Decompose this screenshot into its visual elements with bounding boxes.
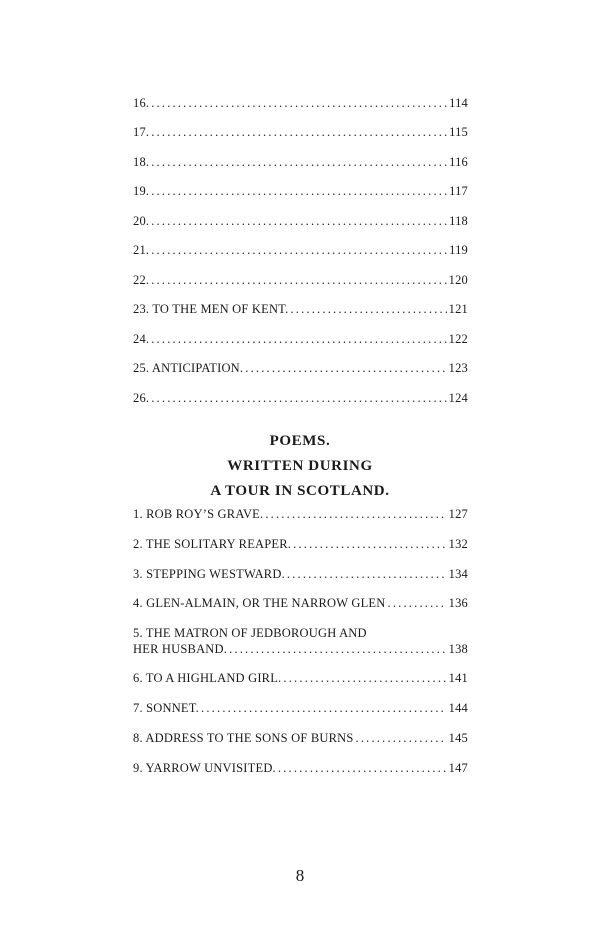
dot-leader <box>287 566 447 582</box>
section-heading-line1: POEMS. <box>269 433 331 449</box>
dot-leader <box>151 213 447 229</box>
toc-entry-title: 19. <box>133 184 150 198</box>
toc-entry-title: 7. SONNET. <box>133 701 200 715</box>
dot-leader <box>151 154 447 170</box>
dot-leader <box>356 730 447 746</box>
toc-entry <box>133 700 468 716</box>
toc-entry-page: 116 <box>449 155 468 169</box>
toc-entry-page: 114 <box>449 96 468 110</box>
toc-entry <box>133 390 468 406</box>
toc-entry <box>133 625 468 657</box>
toc-entry-page: 122 <box>448 332 468 346</box>
dot-leader <box>151 390 446 406</box>
toc-entry-title: 17. <box>133 125 150 139</box>
toc-entry-title: 3. STEPPING WESTWARD. <box>133 567 285 581</box>
toc-entry-title-line1: 5. THE MATRON OF JEDBOROUGH AND <box>133 626 367 640</box>
toc-entry-title: 20. <box>133 214 150 228</box>
dot-leader <box>290 301 446 317</box>
toc-entry-page: 134 <box>448 567 468 581</box>
dot-leader <box>151 242 447 258</box>
dot-leader <box>293 536 447 552</box>
toc-entry-page: 147 <box>448 761 468 775</box>
toc-entry <box>133 670 468 686</box>
toc-entry-page: 121 <box>448 302 468 316</box>
toc-entry <box>133 301 468 317</box>
dot-leader <box>278 760 447 776</box>
toc-entry <box>133 730 468 746</box>
toc-entry <box>133 183 468 199</box>
toc-entry <box>133 506 468 522</box>
toc-entry <box>133 242 468 258</box>
toc-entry-title: 9. YARROW UNVISITED. <box>133 761 276 775</box>
toc-entry-page: 119 <box>449 243 468 257</box>
toc-entry-title: 1. ROB ROY’S GRAVE. <box>133 507 264 521</box>
dot-leader <box>283 670 446 686</box>
section-heading-line2: WRITTEN DURING <box>227 458 373 474</box>
dot-leader <box>245 360 446 376</box>
toc-entry-page: 132 <box>448 537 468 551</box>
toc-entry-page: 115 <box>449 125 468 139</box>
toc-entry-page: 117 <box>449 184 468 198</box>
toc-entry-title: 18. <box>133 155 150 169</box>
dot-leader <box>201 700 447 716</box>
toc-entry-title: 23. TO THE MEN OF KENT. <box>133 302 289 316</box>
toc-entry-title: 6. TO A HIGHLAND GIRL. <box>133 671 282 685</box>
dot-leader <box>151 124 447 140</box>
toc-entry-title: HER HUSBAND. <box>133 642 228 656</box>
toc-entry <box>133 760 468 776</box>
toc-entry-page: 120 <box>448 273 468 287</box>
toc-entry <box>133 536 468 552</box>
toc-entry <box>133 331 468 347</box>
section-heading-line3: A TOUR IN SCOTLAND. <box>210 483 390 499</box>
toc-entry-title: 16. <box>133 96 150 110</box>
toc-entry <box>133 566 468 582</box>
toc-entry <box>133 595 468 611</box>
toc-entry <box>133 95 468 111</box>
toc-entry-title: 8. ADDRESS TO THE SONS OF BURNS <box>133 731 354 745</box>
toc-entry-title: 25. ANTICIPATION. <box>133 361 244 375</box>
toc-entry-title: 4. GLEN-ALMAIN, OR THE NARROW GLEN <box>133 596 386 610</box>
toc-entry-title: 24. <box>133 332 150 346</box>
toc-entry <box>133 154 468 170</box>
toc-entry <box>133 213 468 229</box>
toc-entry-title: 26. <box>133 391 150 405</box>
toc-entry-title: 21. <box>133 243 150 257</box>
toc-entry-page: 145 <box>448 731 468 745</box>
toc-entry-page: 138 <box>448 642 468 656</box>
toc-entry-page: 123 <box>448 361 468 375</box>
toc-entry-page: 127 <box>448 507 468 521</box>
toc-entry <box>133 360 468 376</box>
toc-entry-page: 141 <box>448 671 468 685</box>
dot-leader <box>151 331 446 347</box>
page-number: 8 <box>295 866 305 885</box>
dot-leader <box>151 272 446 288</box>
dot-leader <box>151 183 447 199</box>
toc-entry <box>133 272 468 288</box>
toc-entry-page: 118 <box>449 214 468 228</box>
toc-entry-title: 22. <box>133 273 150 287</box>
dot-leader <box>151 95 447 111</box>
toc-entry <box>133 124 468 140</box>
toc-entry-page: 136 <box>448 596 468 610</box>
toc-entry-page: 144 <box>448 701 468 715</box>
toc-entry-title: 2. THE SOLITARY REAPER. <box>133 537 292 551</box>
dot-leader <box>229 641 447 657</box>
dot-leader <box>388 595 447 611</box>
toc-entry-page: 124 <box>448 391 468 405</box>
dot-leader <box>265 506 446 522</box>
